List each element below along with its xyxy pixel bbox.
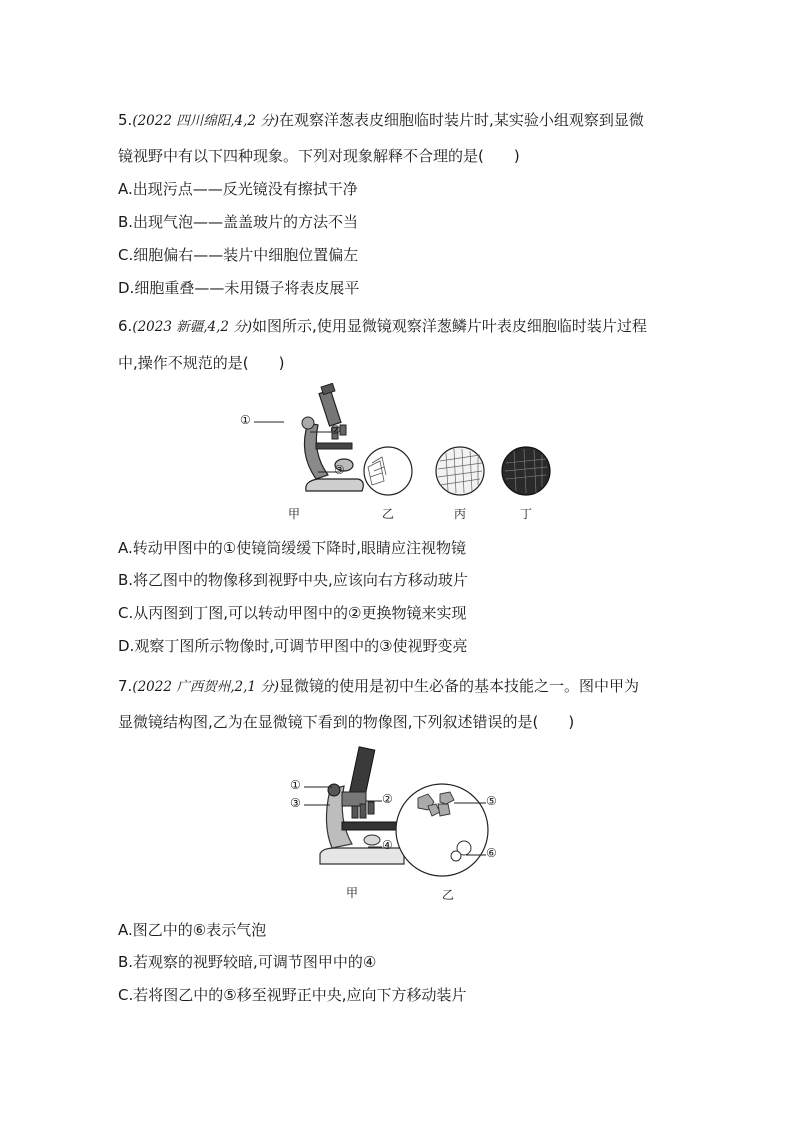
q7-caption-yi: 乙 [442,888,455,902]
q5-source: (2022 四川绵阳,4,2 分) [132,113,280,129]
q7-marker-4: ④ [382,838,393,852]
q7-stem-line2: 显微镜结构图,乙为在显微镜下看到的物像图,下列叙述错误的是( ) [118,713,575,731]
q7-option-a: A.图乙中的⑥表示气泡 [118,921,267,939]
q5-stem-line2: 镜视野中有以下四种现象。下列对现象解释不合理的是( ) [118,147,520,165]
q6-figure [238,383,558,523]
q6-number: 6. [118,317,133,335]
q6-stem-text1: 如图所示,使用显微镜观察洋葱鳞片叶表皮细胞临时装片过程 [252,317,647,335]
q5-option-b: B.出现气泡——盖盖玻片的方法不当 [118,213,359,231]
q6-caption-ding: 丁 [520,507,533,521]
q7-figure [290,744,510,906]
q7-marker-6: ⑥ [486,846,497,860]
q7-view-yi [394,782,490,878]
q6-view-ding [500,445,552,497]
q6-view-yi [362,445,414,497]
q6-caption-jia: 甲 [288,507,301,521]
q5-option-d: D.细胞重叠——未用镊子将表皮展平 [118,279,360,297]
q7-option-c: C.若将图乙中的⑤移至视野正中央,应向下方移动装片 [118,986,467,1004]
q6-option-d: D.观察丁图所示物像时,可调节甲图中的③使视野变亮 [118,637,468,655]
q6-marker-1: ① [240,413,251,427]
q6-option-b: B.将乙图中的物像移到视野中央,应该向右方移动玻片 [118,571,468,589]
q7-stem-text1: 显微镜的使用是初中生必备的基本技能之一。图中甲为 [279,677,640,695]
q6-caption-bing: 丙 [454,507,467,521]
q7-stem-line1 [118,676,639,697]
q7-caption-jia: 甲 [346,886,359,900]
q6-caption-yi: 乙 [382,507,395,521]
q5-number: 5. [118,111,133,129]
q7-marker-2: ② [382,792,393,806]
q7-source: (2022 广西贺州,2,1 分) [132,679,280,695]
q7-option-b: B.若观察的视野较暗,可调节图甲中的④ [118,953,377,971]
q7-marker-5: ⑤ [486,794,497,808]
q6-option-a: A.转动甲图中的①使镜筒缓缓下降时,眼睛应注视物镜 [118,539,466,557]
q5-stem-text1: 在观察洋葱表皮细胞临时装片时,某实验小组观察到显微 [279,111,644,129]
q7-number: 7. [118,677,133,695]
q6-marker-3: ③ [334,463,345,477]
q6-stem-line2: 中,操作不规范的是( ) [118,354,285,372]
q6-marker-2: ② [330,423,341,437]
q5-option-c: C.细胞偏右——装片中细胞位置偏左 [118,246,359,264]
q5-option-a: A.出现污点——反光镜没有擦拭干净 [118,180,358,198]
q5-stem-line1 [118,110,644,131]
q7-marker-3: ③ [290,796,301,810]
q6-source: (2023 新疆,4,2 分) [132,319,253,335]
q6-microscope-illustration [266,383,376,503]
q7-marker-1: ① [290,778,301,792]
q6-option-c: C.从丙图到丁图,可以转动甲图中的②更换物镜来实现 [118,604,467,622]
q6-view-bing [434,445,486,497]
q6-stem-line1 [118,316,647,337]
